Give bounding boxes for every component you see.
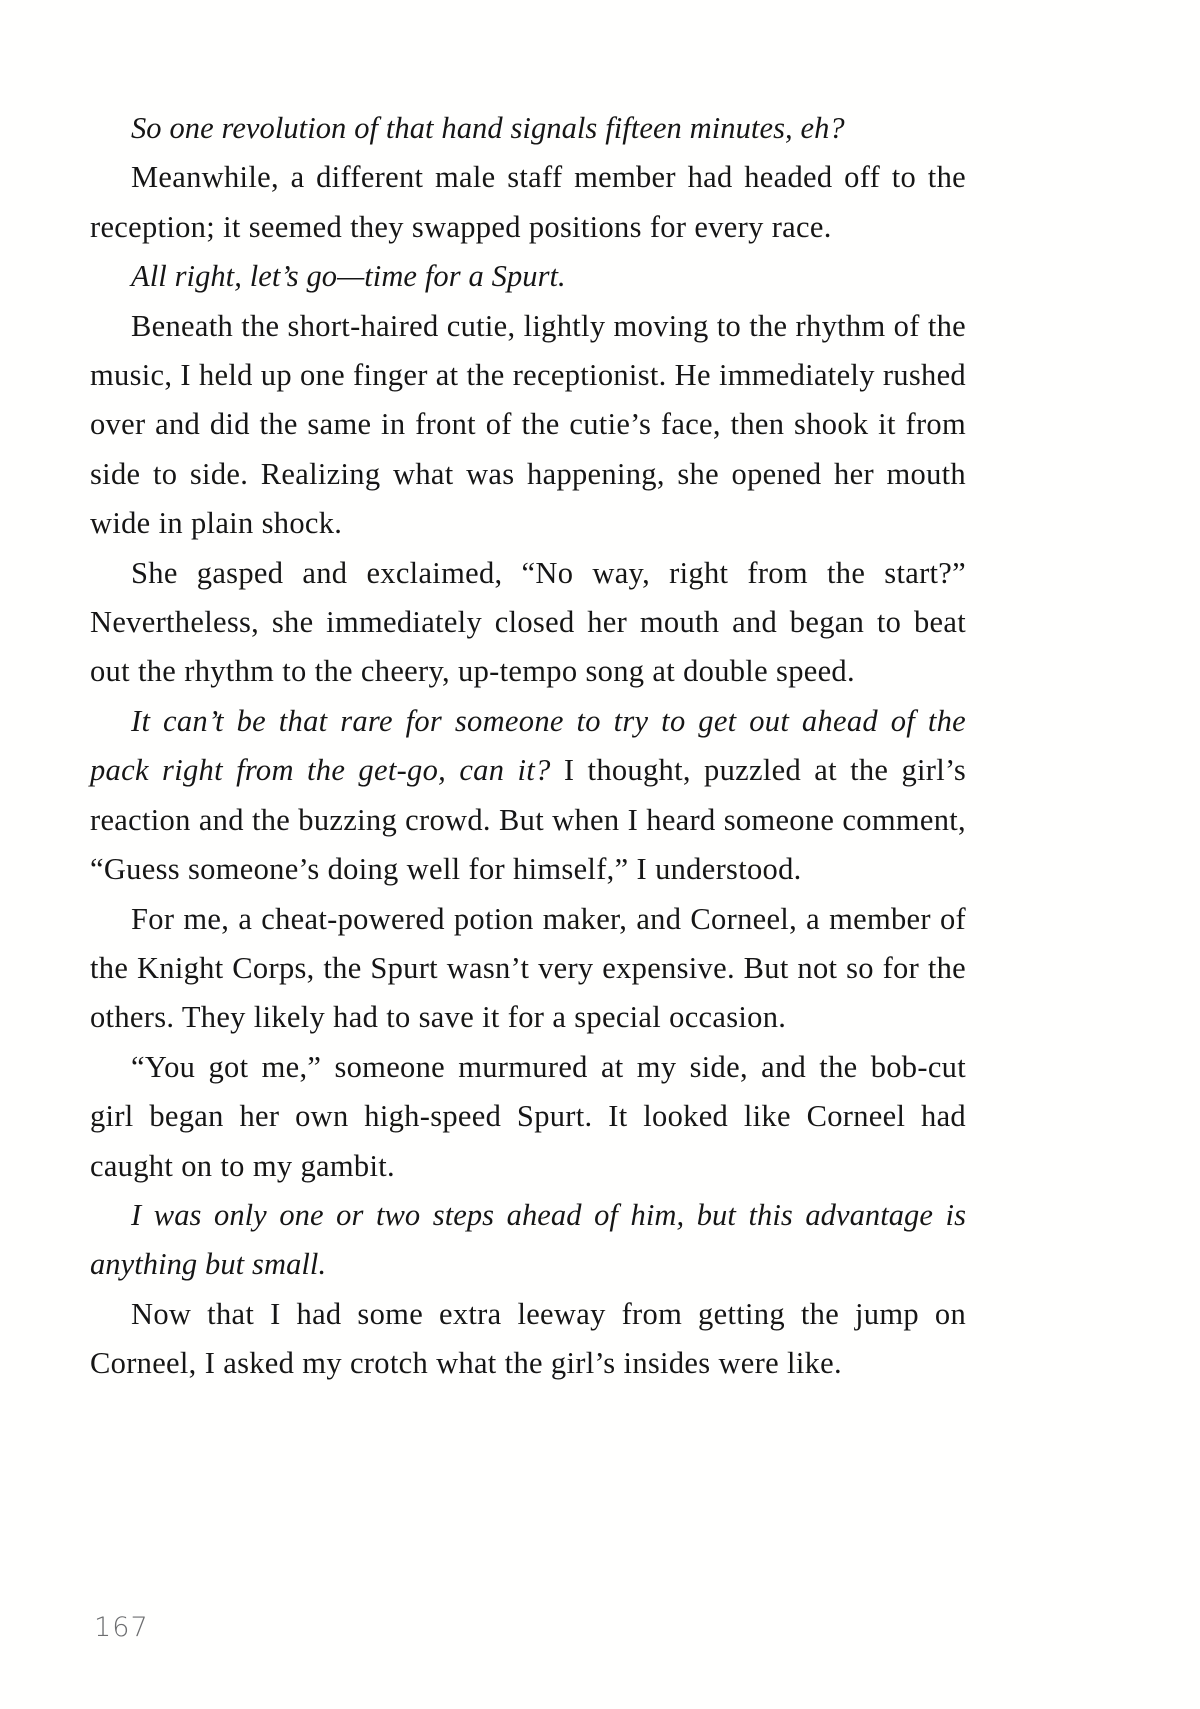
paragraph-narration-3: She gasped and exclaimed, “No way, right from the start?” Nevertheless, she immediately closed her mouth and began to beat out the rhythm to the cheery, up-tempo song at double speed.	[90, 555, 966, 689]
paragraph-narration-5: “You got me,” someone murmured at my side, and the bob-cut girl began her own high-speed Spurt. It looked like Corneel had caught on to my gambit.	[90, 1049, 966, 1183]
paragraph-narration-2: Beneath the short-haired cutie, lightly moving to the rhythm of the music, I held up one finger at the receptionist. He immediately rushed over and did the same in front of the cutie’s face, then shook it from side to side. Realizing what was happening, she opened her mouth wide in plain shock.	[90, 308, 966, 541]
paragraph-italic-monologue-1: So one revolution of that hand signals fifteen minutes, eh?	[131, 111, 845, 145]
paragraph-italic-monologue-2: All right, let’s go—time for a Spurt.	[131, 259, 566, 294]
paragraph-mixed-roman-tail: I thought, puzzled at the girl’s reaction and the buzzing crowd. But when I heard someone comment, “Guess someone’s doing well for himself,” I understood.	[90, 753, 966, 887]
paragraph-mixed-italic-lead: It can’t be that rare for someone to try to get out ahead of the pack right from the get-go, can it?	[90, 703, 966, 788]
page-number: 167	[94, 1612, 149, 1643]
paragraph-italic-monologue-3: I was only one or two steps ahead of him, but this advantage is anything but small.	[90, 1197, 966, 1282]
paragraph-narration-6: Now that I had some extra leeway from getting the jump on Corneel, I asked my crotch what the girl’s insides were like.	[90, 1296, 966, 1381]
paragraph-narration-1: Meanwhile, a different male staff member had headed off to the reception; it seemed they swapped positions for every race.	[90, 160, 966, 244]
paragraph-mixed-monologue	[90, 697, 966, 895]
paragraph-narration-4: For me, a cheat-powered potion maker, and Corneel, a member of the Knight Corps, the Spurt wasn’t very expensive. But not so for the others. They likely had to save it for a special occasion.	[90, 901, 966, 1035]
page-body-text	[90, 104, 966, 1389]
